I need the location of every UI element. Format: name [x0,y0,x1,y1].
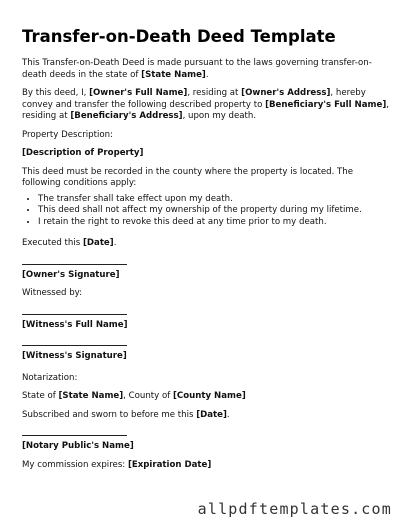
beneficiary-address-placeholder: [Beneficiary's Address] [70,111,183,121]
property-placeholder [22,148,392,160]
convey-text-2: , residing at [187,88,242,98]
notary-state-placeholder: [State Name] [58,391,124,401]
conditions-list [22,194,392,229]
state-of-text: State of [22,391,59,401]
sworn-date-placeholder: [Date] [196,409,227,420]
witness-signature-placeholder: [Witness's Signature] [22,351,127,361]
intro-text: This Transfer-on-Death Deed is made pursuant to the laws governing transfer-on-death deeds in the state of [22,58,372,80]
commission-line [22,460,392,472]
condition-item: • This deed shall not affect my ownership of the property during my lifetime. [38,205,392,217]
property-label: Property Description: [22,129,113,140]
sworn-line [22,410,392,422]
owner-signature-placeholder: [Owner's Signature] [22,269,120,280]
convey-text-4: , residing at [22,99,389,121]
record-note: This deed must be recorded in the county where the property is located. The following conditions apply: [22,166,354,188]
notary-name-label [22,441,392,453]
witness-signature-line [22,345,127,346]
convey-text-3: , hereby convey and transfer the following described property to [22,88,366,110]
expiration-date-placeholder: [Expiration Date] [127,459,212,470]
notarization-label: Notarization: [22,372,78,383]
intro-end: . [205,69,209,80]
sworn-end: . [226,409,230,420]
witnessed-by-label: Witnessed by: [22,288,83,298]
executed-end: . [113,238,117,248]
sworn-text: Subscribed and sworn to before me this [22,409,197,420]
document-page [22,26,392,471]
property-description-placeholder: [Description of Property] [22,148,144,158]
owner-name-placeholder: [Owner's Full Name] [89,88,188,98]
executed-date-placeholder: [Date] [82,238,114,248]
convey-text-1: By this deed, I, [22,88,90,98]
witness-name-line [22,314,127,315]
convey-paragraph [22,88,392,123]
notary-name-line [22,435,127,436]
notary-name-placeholder: [Notary Public's Name] [22,441,134,451]
executed-text: Executed this [22,238,83,248]
witness-name-placeholder: [Witness's Full Name] [22,319,128,330]
witness-name-label [22,320,392,332]
commission-text: My commission expires: [22,459,128,470]
condition-item: • The transfer shall take effect upon my death. [38,194,392,206]
county-name-placeholder: [County Name] [172,391,246,401]
intro-paragraph [22,58,392,81]
state-name-placeholder: [State Name] [141,69,206,80]
site-watermark: allpdftemplates.com [197,500,392,518]
document-title: Transfer-on-Death Deed Template [22,27,336,46]
owner-signature-line [22,264,127,265]
owner-signature-label [22,270,392,282]
owner-address-placeholder: [Owner's Address] [241,88,331,98]
witness-signature-label [22,351,392,363]
state-county-line [22,391,392,403]
county-of-text: , County of [123,391,173,401]
convey-text-5: , upon my death. [182,111,257,121]
executed-line [22,238,392,250]
beneficiary-name-placeholder: [Beneficiary's Full Name] [265,99,387,110]
condition-item: • I retain the right to revoke this deed at any time prior to my death. [38,217,392,229]
